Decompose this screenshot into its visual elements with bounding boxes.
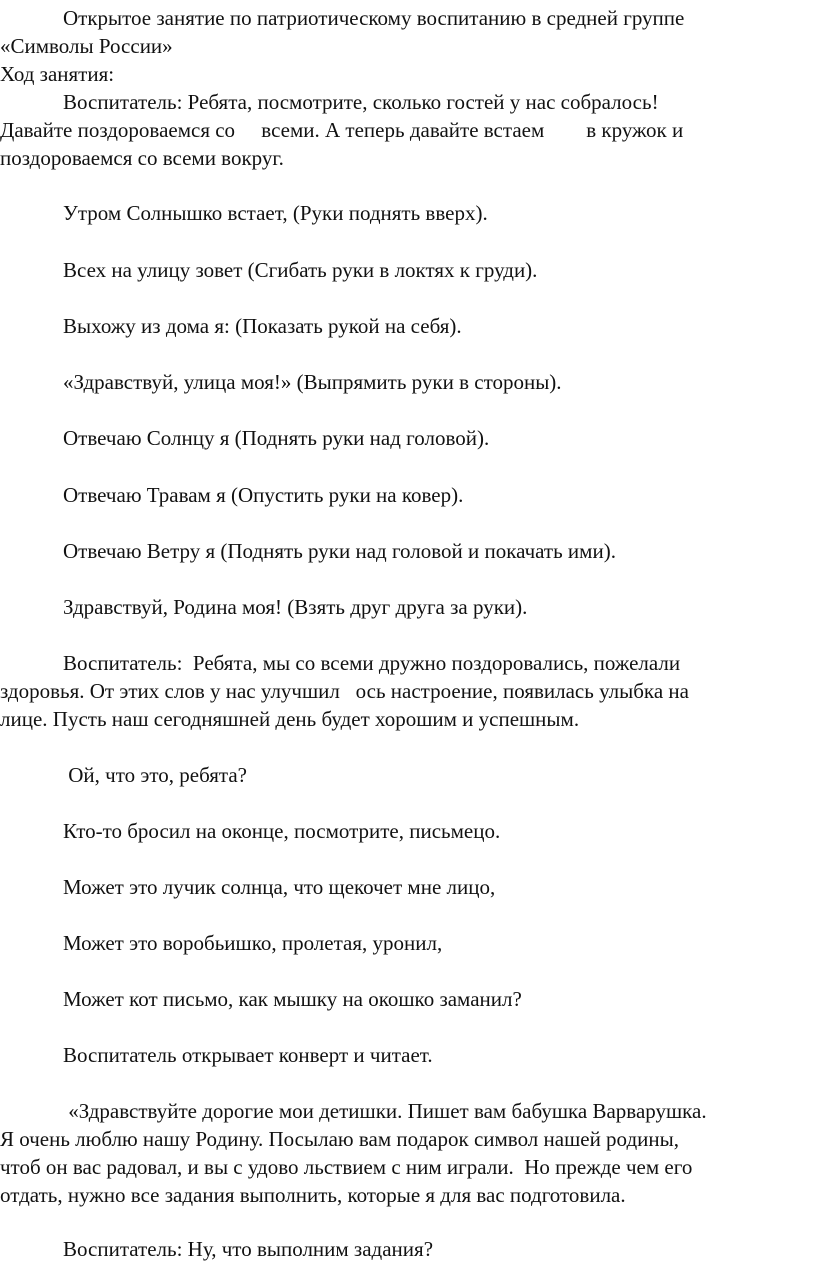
teacher-paragraph-line-1: Воспитатель: Ребята, мы со всеми дружно поздоровались, пожелали: [63, 651, 681, 675]
poem-line-4: «Здравствуй, улица моя!» (Выпрямить руки в стороны).: [63, 370, 562, 394]
letter-paragraph-line-3: чтоб он вас радовал, и вы с удово льствием с ним играли. Но прежде чем его: [0, 1155, 693, 1179]
course-heading: Ход занятия:: [0, 62, 115, 86]
poem-line-7: Отвечаю Ветру я (Поднять руки над головой и покачать ими).: [63, 539, 616, 563]
poem-line-8: Здравствуй, Родина моя! (Взять друг друга за руки).: [63, 595, 528, 619]
poem-line-3: Выхожу из дома я: (Показать рукой на себя).: [63, 314, 462, 338]
verse-line-1: Ой, что это, ребята?: [63, 763, 247, 787]
intro-paragraph-line-3: поздороваемся со всеми вокруг.: [0, 146, 284, 170]
teacher-paragraph-line-3: лице. Пусть наш сегодняшней день будет хорошим и успешным.: [0, 707, 580, 731]
poem-line-6: Отвечаю Травам я (Опустить руки на ковер).: [63, 483, 464, 507]
document-title-line-1: Открытое занятие по патриотическому воспитанию в средней группе: [63, 6, 685, 30]
final-teacher-line: Воспитатель: Ну, что выполним задания?: [63, 1237, 434, 1261]
verse-line-3: Может это лучик солнца, что щекочет мне лицо,: [63, 875, 496, 899]
verse-line-4: Может это воробьишко, пролетая, уронил,: [63, 931, 443, 955]
verse-line-5: Может кот письмо, как мышку на окошко заманил?: [63, 987, 522, 1011]
intro-paragraph-line-2: Давайте поздороваемся со всеми. А теперь давайте встаем в кружок и: [0, 118, 684, 142]
poem-line-1: Утром Солнышко встает, (Руки поднять вверх).: [63, 201, 488, 225]
letter-paragraph-line-4: отдать, нужно все задания выполнить, которые я для вас подготовила.: [0, 1183, 626, 1207]
verse-line-6: Воспитатель открывает конверт и читает.: [63, 1043, 433, 1067]
letter-paragraph-line-1: «Здравствуйте дорогие мои детишки. Пишет вам бабушка Варварушка.: [63, 1099, 707, 1123]
poem-line-2: Всех на улицу зовет (Сгибать руки в локтях к груди).: [63, 258, 538, 282]
teacher-paragraph-line-2: здоровья. От этих слов у нас улучшил ось настроение, появилась улыбка на: [0, 679, 689, 703]
intro-paragraph-line-1: Воспитатель: Ребята, посмотрите, сколько гостей у нас собралось!: [63, 90, 659, 114]
document-title-line-2: «Символы России»: [0, 34, 173, 58]
verse-line-2: Кто-то бросил на оконце, посмотрите, письмецо.: [63, 819, 501, 843]
poem-line-5: Отвечаю Солнцу я (Поднять руки над головой).: [63, 426, 490, 450]
letter-paragraph-line-2: Я очень люблю нашу Родину. Посылаю вам подарок символ нашей родины,: [0, 1127, 679, 1151]
